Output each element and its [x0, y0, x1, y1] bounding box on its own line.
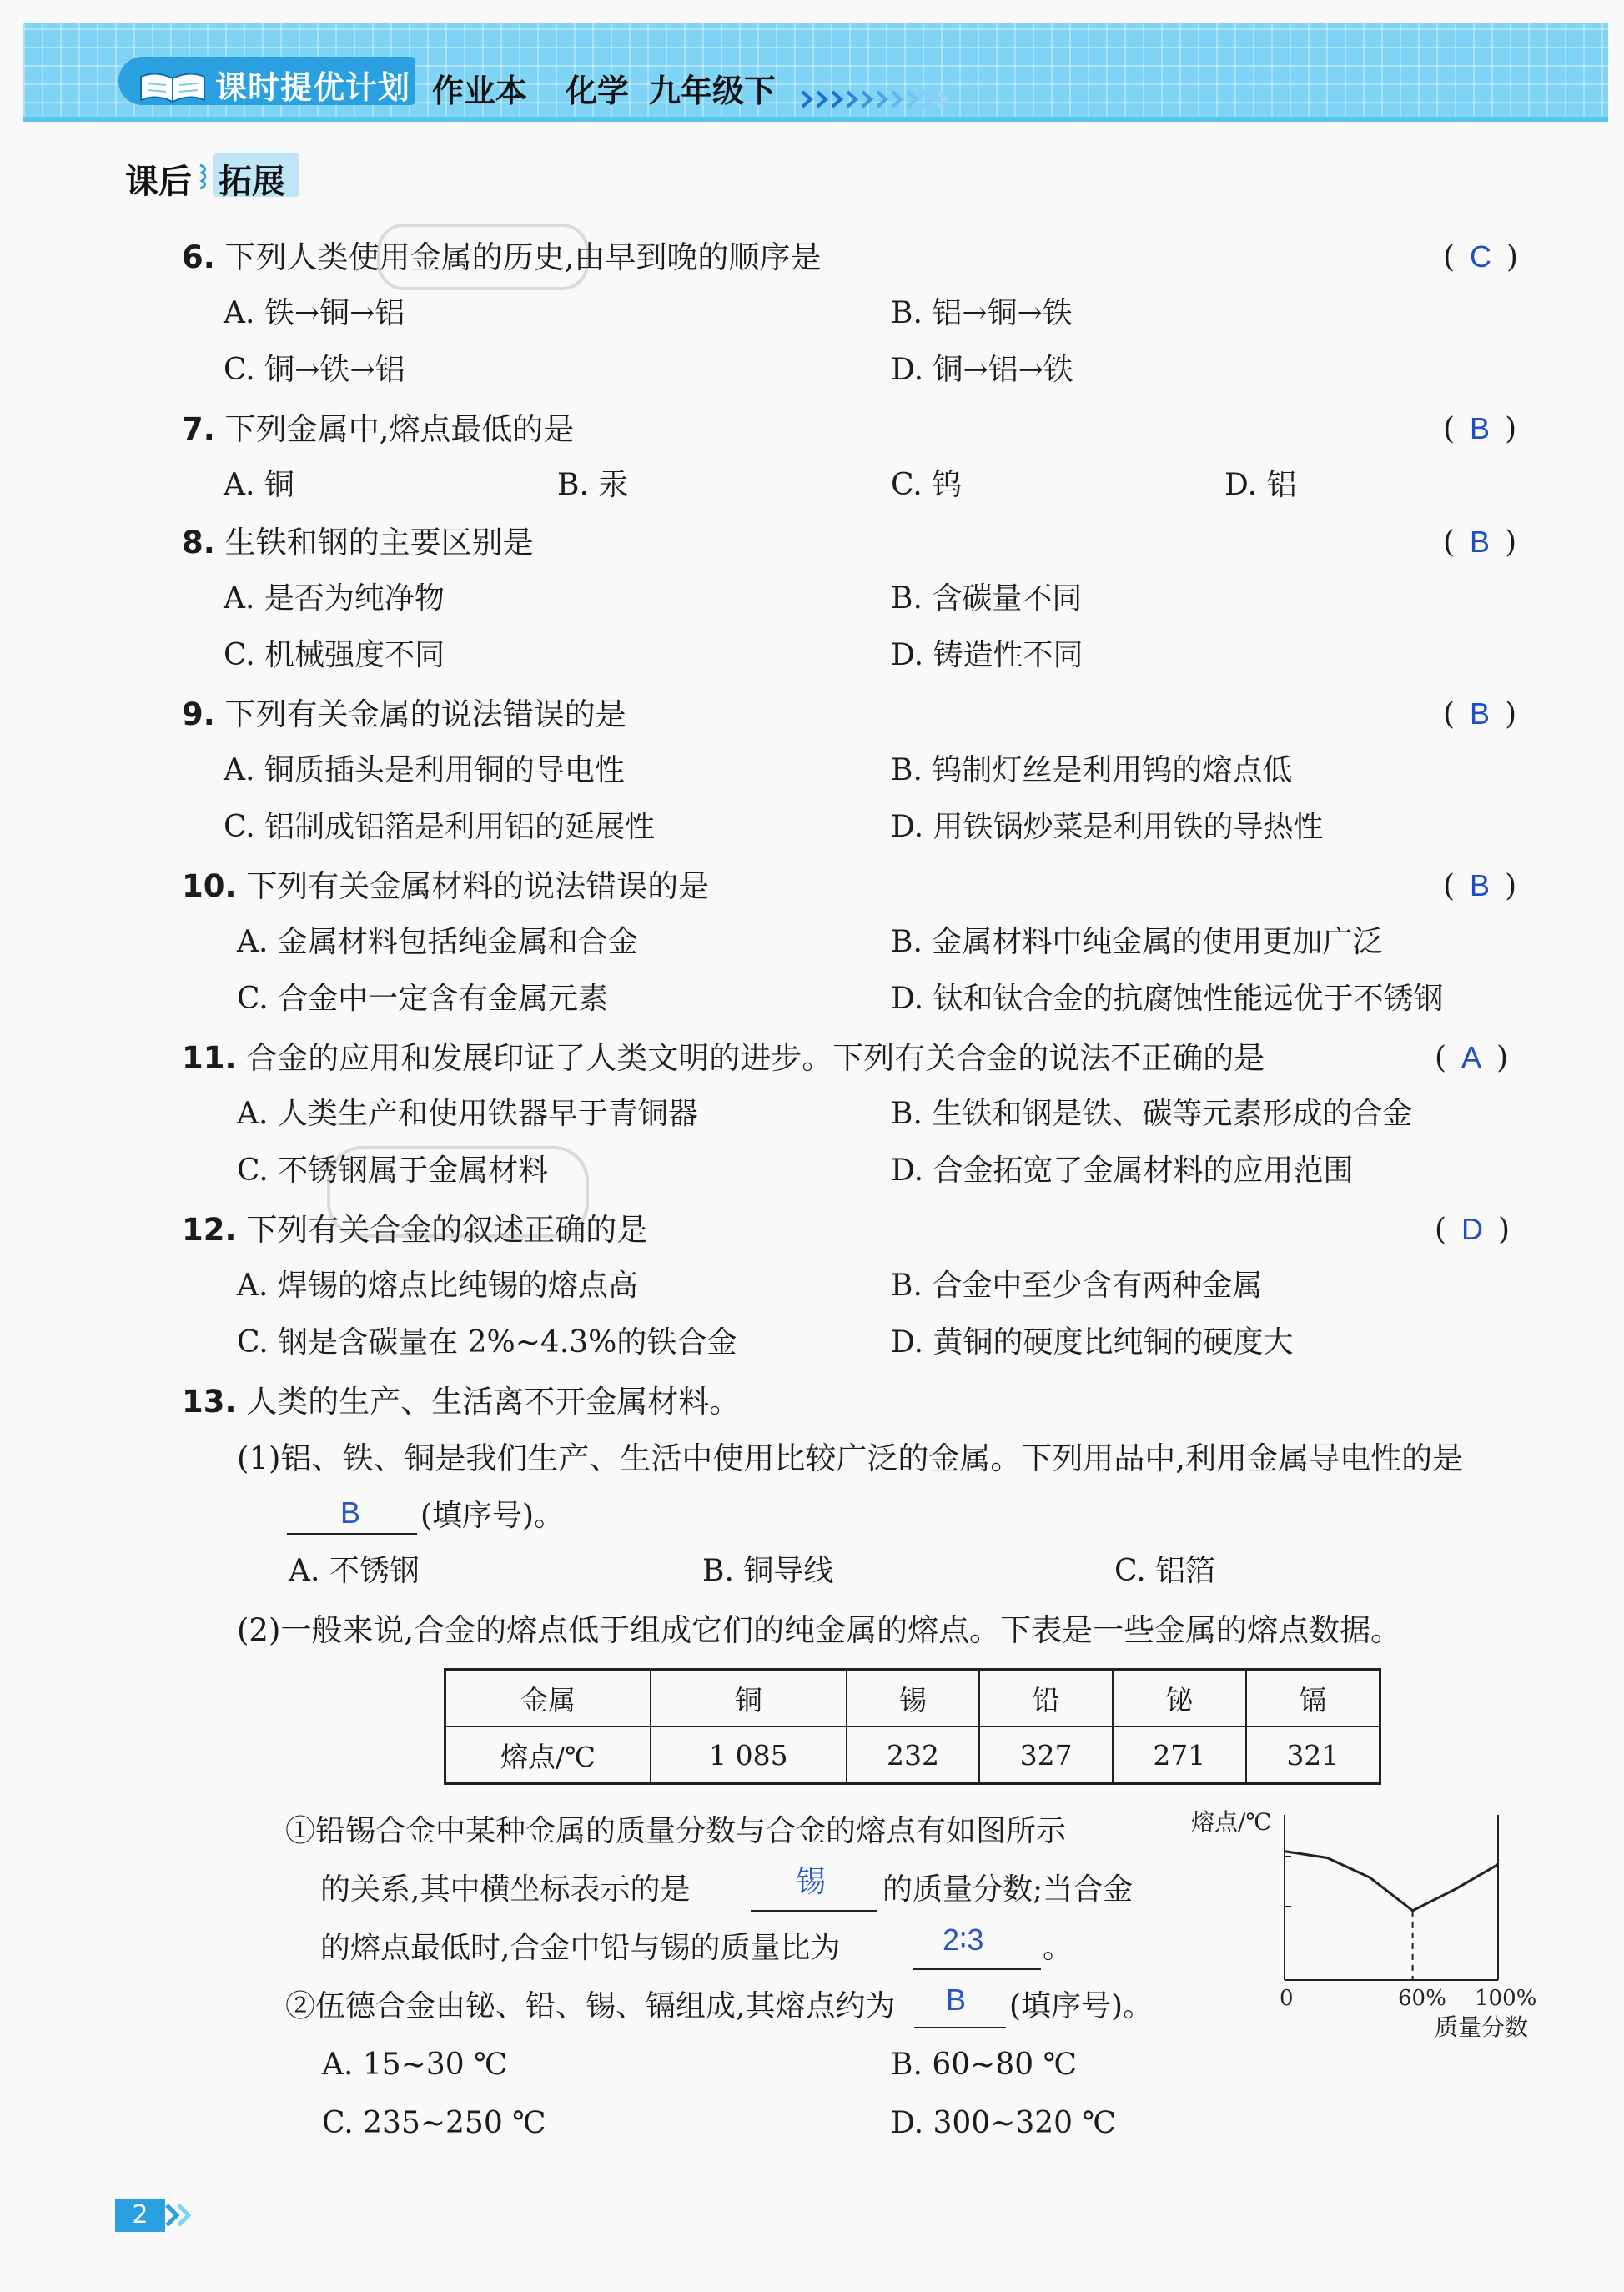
question-8-stem: 8. 生铁和钢的主要区别是 — [182, 525, 534, 560]
subq1-line3b: 。 — [1043, 1931, 1073, 1965]
question-11-option-b: B. 生铁和钢是铁、碳等元素形成的合金 — [891, 1097, 1413, 1131]
question-10-option-a: A. 金属材料包括纯金属和合金 — [237, 925, 638, 959]
chart-y-axis-label: 熔点/℃ — [1191, 1808, 1272, 1836]
question-9-option-c: C. 铝制成铝箔是利用铝的延展性 — [224, 810, 656, 844]
part1-answer: B — [340, 1495, 361, 1530]
chart-x-axis-label: 质量分数 — [1435, 2013, 1529, 2041]
subq2-tail: (填序号)。 — [1009, 1989, 1154, 2023]
table-cell: 232 — [847, 1727, 980, 1784]
chart-x-tick-label: 60% — [1398, 1986, 1446, 2011]
subq2-option-b: B. 60~80 ℃ — [891, 2048, 1077, 2082]
page-number: 2 — [115, 2199, 165, 2232]
question-12-answer: ( D ) — [1435, 1212, 1511, 1247]
question-7-option-b: B. 汞 — [557, 468, 629, 502]
question-12-option-d: D. 黄铜的硬度比纯铜的硬度大 — [891, 1325, 1294, 1360]
question-6-answer: ( C ) — [1443, 239, 1519, 274]
question-6-option-a: A. 铁→铜→铝 — [224, 296, 405, 330]
book-type: 作业本 — [432, 73, 528, 109]
chart-x-tick-label: 0 — [1280, 1986, 1294, 2011]
question-7-stem: 7. 下列金属中,熔点最低的是 — [182, 411, 575, 447]
subq2-line: ②伍德合金由铋、铅、锡、镉组成,其熔点约为 — [285, 1989, 896, 2023]
subq1-answer1: 锡 — [796, 1864, 827, 1898]
table-cell: 327 — [979, 1727, 1113, 1784]
subq2-option-d: D. 300~320 ℃ — [891, 2106, 1116, 2140]
subq2-option-a: A. 15~30 ℃ — [322, 2048, 508, 2082]
question-6-stem: 6. 下列人类使用金属的历史,由早到晚的顺序是 — [182, 239, 822, 275]
part1-option-c: C. 铝箔 — [1114, 1554, 1216, 1588]
table-cell: 熔点/℃ — [445, 1727, 651, 1784]
question-13-part1: (1)铝、铁、铜是我们生产、生活中使用比较广泛的金属。下列用品中,利用金属导电性的是 — [237, 1440, 1464, 1476]
question-7-option-d: D. 铝 — [1224, 468, 1297, 502]
table-cell: 271 — [1113, 1727, 1246, 1784]
table-cell: 锡 — [847, 1670, 980, 1727]
question-8-option-d: D. 铸造性不同 — [891, 638, 1084, 672]
table-cell: 321 — [1246, 1727, 1380, 1784]
watermark-seal-icon — [325, 1143, 592, 1243]
question-11-stem: 11. 合金的应用和发展印证了人类文明的进步。下列有关合金的说法不正确的是 — [182, 1040, 1265, 1076]
section-title-a: 课后 — [125, 163, 192, 201]
question-9-option-d: D. 用铁锅炒菜是利用铁的导热性 — [891, 810, 1324, 844]
question-12-option-b: B. 合金中至少含有两种金属 — [891, 1269, 1263, 1303]
question-9-stem: 9. 下列有关金属的说法错误的是 — [182, 696, 626, 732]
question-13-part2: (2)一般来说,合金的熔点低于组成它们的纯金属的熔点。下表是一些金属的熔点数据。 — [237, 1612, 1402, 1648]
section-title-b: 拓展 — [219, 163, 285, 201]
melting-point-table — [444, 1668, 1381, 1785]
question-9-answer: ( B ) — [1443, 696, 1517, 731]
table-cell: 镉 — [1246, 1670, 1380, 1727]
question-8-option-b: B. 含碳量不同 — [891, 581, 1083, 616]
question-7-option-a: A. 铜 — [224, 468, 294, 502]
table-cell: 铅 — [979, 1670, 1113, 1727]
table-cell: 铜 — [651, 1670, 847, 1727]
chart-x-tick-label: 100% — [1475, 1986, 1537, 2011]
question-12-option-a: A. 焊锡的熔点比纯锡的熔点高 — [237, 1269, 638, 1303]
table-header-row — [445, 1670, 1380, 1727]
subq1-answer1-blank — [751, 1910, 877, 1912]
question-11-answer: ( A ) — [1435, 1040, 1509, 1075]
question-11-option-d: D. 合金拓宽了金属材料的应用范围 — [891, 1154, 1354, 1188]
melting-point-chart — [1184, 1805, 1551, 2047]
subq2-answer-blank — [914, 2027, 1006, 2028]
question-10-stem: 10. 下列有关金属材料的说法错误的是 — [182, 868, 710, 904]
subq1-line2b: 的质量分数;当合金 — [882, 1872, 1134, 1907]
table-row — [445, 1727, 1380, 1784]
question-10-option-d: D. 钛和钛合金的抗腐蚀性能远优于不锈钢 — [891, 982, 1444, 1016]
question-8-option-a: A. 是否为纯净物 — [224, 581, 445, 616]
subq1-answer2-blank — [913, 1968, 1041, 1970]
question-12-stem: 12. 下列有关合金的叙述正确的是 — [182, 1212, 648, 1248]
part1-option-a: A. 不锈钢 — [289, 1554, 420, 1588]
part1-tail: (填序号)。 — [420, 1499, 565, 1533]
question-8-answer: ( B ) — [1443, 525, 1517, 560]
question-9-option-b: B. 钨制灯丝是利用钨的熔点低 — [891, 753, 1293, 787]
subq2-option-c: C. 235~250 ℃ — [322, 2106, 546, 2140]
question-6-option-b: B. 铝→铜→铁 — [891, 296, 1073, 330]
question-11-option-a: A. 人类生产和使用铁器早于青铜器 — [237, 1097, 698, 1131]
question-12-option-c: C. 钢是含碳量在 2%~4.3%的铁合金 — [237, 1325, 737, 1360]
watermark-seal-icon — [375, 220, 592, 295]
question-10-option-b: B. 金属材料中纯金属的使用更加广泛 — [891, 925, 1383, 959]
table-cell: 金属 — [445, 1670, 651, 1727]
question-9-option-a: A. 铜质插头是利用铜的导电性 — [224, 753, 625, 787]
subq1-line1: ①铅锡合金中某种金属的质量分数与合金的熔点有如图所示 — [285, 1814, 1067, 1848]
grade: 九年级下 — [649, 73, 777, 109]
question-6-option-c: C. 铜→铁→铝 — [224, 353, 405, 387]
question-11-option-c: C. 不锈钢属于金属材料 — [237, 1154, 549, 1188]
question-6-option-d: D. 铜→铝→铁 — [891, 353, 1073, 387]
question-10-answer: ( B ) — [1443, 868, 1517, 903]
table-cell: 1 085 — [651, 1727, 847, 1784]
question-7-answer: ( B ) — [1443, 411, 1517, 446]
chart-series-line — [1285, 1852, 1498, 1911]
question-10-option-c: C. 合金中一定含有金属元素 — [237, 982, 609, 1016]
header-rule — [23, 117, 1608, 122]
part1-answer-blank — [287, 1533, 417, 1535]
part1-option-b: B. 铜导线 — [702, 1554, 834, 1588]
subq1-line2a: 的关系,其中横坐标表示的是 — [320, 1872, 691, 1907]
subq1-line3a: 的熔点最低时,合金中铅与锡的质量比为 — [320, 1931, 841, 1965]
question-13-stem: 13. 人类的生产、生活离不开金属材料。 — [182, 1384, 741, 1420]
section-wave-icon — [197, 163, 212, 190]
question-7-option-c: C. 钨 — [891, 468, 963, 502]
chevrons-decoration-icon — [799, 88, 983, 110]
subject: 化学 — [566, 73, 630, 109]
open-book-icon — [138, 70, 208, 103]
brand-name: 课时提优计划 — [215, 69, 411, 106]
page-chevron-icon — [163, 2202, 197, 2229]
question-8-option-c: C. 机械强度不同 — [224, 638, 445, 672]
subq2-answer: B — [946, 1983, 967, 2017]
table-cell: 铋 — [1113, 1670, 1246, 1727]
subq1-answer2: 2∶3 — [943, 1923, 984, 1957]
